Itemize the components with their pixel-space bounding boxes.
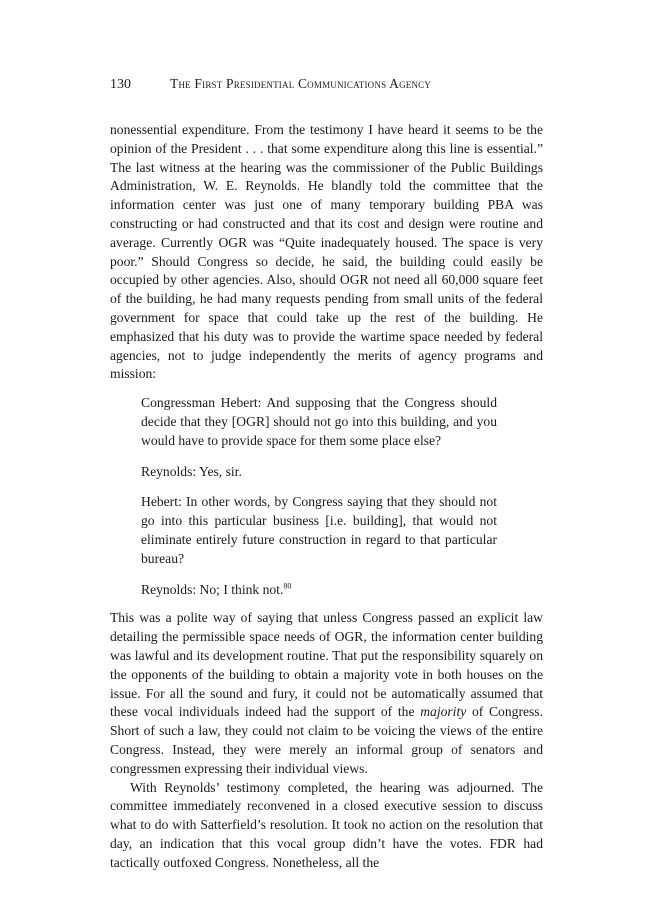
quote-reynolds-final bbox=[141, 581, 497, 600]
paragraph-polite-way-end: of Congress. Short of such a law, they could not claim to be voicing the views of the entire Congress. Instead, they were merely an informal group of senators and congressmen expressing their individual views. bbox=[110, 704, 543, 776]
body-text bbox=[110, 121, 543, 872]
quote-hebert-question: Congressman Hebert: And supposing that the Congress should decide that they [OGR] should not go into this building, and you would have to provide space for them some place else? bbox=[141, 395, 497, 448]
paragraph-hearing-adjourned: With Reynolds’ testimony completed, the hearing was adjourned. The committee immediately reconvened in a closed executive session to discuss what to do with Satterfield’s resolution. It took no action on the resolution that day, an indication that this vocal group didn’t have the votes. FDR had tactically outfoxed Congress. Nonetheless, all the bbox=[110, 779, 543, 870]
paragraph-polite-way-start: This was a polite way of saying that unless Congress passed an explicit law detailing the permissible space needs of OGR, the information center building was lawful and its development routine. That put the responsibility squarely on the opponents of the building to obtain a majority vote in both houses on the issue. For all the sound and fury, it could not be automatically assumed that these vocal individuals indeed had the support of the bbox=[110, 610, 543, 720]
emphasis-majority: majority bbox=[420, 704, 467, 720]
footnote-reference: 80 bbox=[283, 581, 292, 590]
running-title: The First Presidential Communications Agency bbox=[170, 76, 432, 91]
paragraph-polite-way bbox=[110, 609, 543, 778]
quote-reynolds-answer: Reynolds: Yes, sir. bbox=[141, 463, 242, 479]
quote-reynolds-final-text: Reynolds: No; I think not. bbox=[141, 581, 284, 597]
running-head bbox=[110, 74, 550, 94]
paragraph-continued: nonessential expenditure. From the testimony I have heard it seems to be the opinion of the President . . . that some expenditure along this line is essential.” The last witness at the hearing was the commissioner of the Public Buildings Administration, W. E. Reynolds. He blandly told the committee that the information center was just one of many temporary building PBA was constructing or had constructed and that its cost and design were routine and average. Currently OGR was “Quite inadequately housed. The space is very poor.” Should Congress so decide, he said, the building could easily be occupied by other agencies. Also, should OGR not need all 60,000 square feet of the building, he had many requests pending from small units of the federal government for space that could take up the rest of the building. He emphasized that his duty was to provide the wartime space needed by federal agencies, not to judge independently the merits of agency programs and mission: bbox=[110, 122, 543, 382]
page-number: 130 bbox=[110, 77, 131, 92]
quote-hebert-followup: Hebert: In other words, by Congress saying that they should not go into this particular business [i.e. building], that would not eliminate entirely future construction in regard to that particular bureau? bbox=[141, 494, 497, 566]
block-quote bbox=[141, 394, 497, 599]
